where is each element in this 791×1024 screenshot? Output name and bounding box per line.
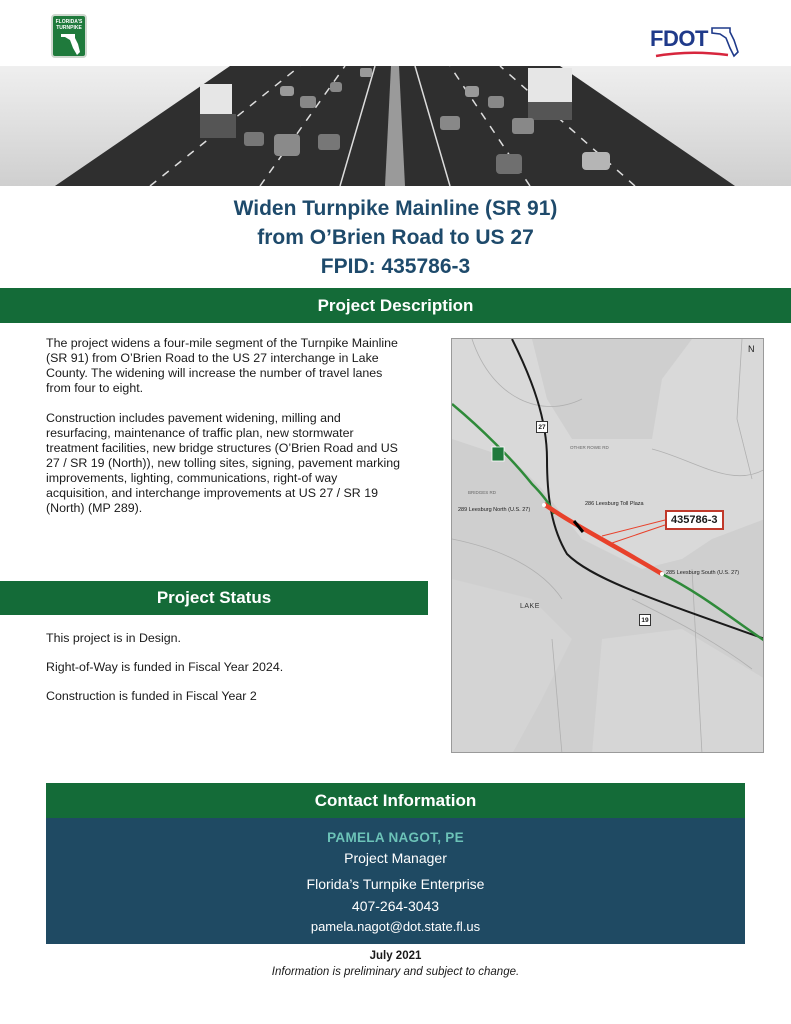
county-label: LAKE xyxy=(520,603,540,610)
us-27-shield: 27 xyxy=(536,421,548,433)
interchange-south-label: 285 Leesburg South (U.S. 27) xyxy=(666,570,740,576)
contact-information-heading: Contact Information xyxy=(46,783,745,818)
florida-turnpike-logo xyxy=(51,14,87,58)
status-construction: Construction is funded in Fiscal Year 2 xyxy=(46,689,257,703)
sr-19-shield: 19 xyxy=(639,614,651,626)
title-fpid: FPID: 435786-3 xyxy=(320,255,471,278)
project-location-map xyxy=(451,338,764,753)
interchange-north-label: 289 Leesburg North (U.S. 27) xyxy=(458,507,531,513)
contact-email-link[interactable]: pamela.nagot@dot.state.fl.us xyxy=(310,919,481,934)
project-status-heading: Project Status xyxy=(0,581,428,615)
project-description-text xyxy=(46,336,401,531)
project-title xyxy=(0,194,791,281)
fdot-logo-text: FDOT xyxy=(650,26,708,51)
project-description-heading: Project Description xyxy=(0,288,791,323)
contact-name: PAMELA NAGOT, PE xyxy=(327,830,464,845)
contact-card xyxy=(46,818,745,944)
project-status-text xyxy=(46,632,406,719)
status-design: This project is in Design. xyxy=(46,631,181,645)
publication-date: July 2021 xyxy=(369,950,422,962)
disclaimer-note: Information is preliminary and subject to change. xyxy=(271,966,520,978)
map-fpid-callout: 435786-3 xyxy=(665,510,724,530)
turnpike-logo-text: FLORIDA'S TURNPIKE xyxy=(55,19,83,31)
florida-map-icon xyxy=(650,22,742,62)
fdot-logo xyxy=(650,22,742,62)
contact-role: Project Manager xyxy=(344,850,447,866)
florida-outline-icon xyxy=(59,32,81,56)
title-line-1: Widen Turnpike Mainline (SR 91) xyxy=(233,197,558,220)
road-label-2: BRIDGES RD xyxy=(468,490,497,495)
highway-banner-image xyxy=(0,66,791,186)
description-paragraph-1: The project widens a four-mile segment of the Turnpike Mainline (SR 91) from O’Brien Road to the US 27 interchange in Lake County. The widening will increase the number of travel lanes from four to eight. xyxy=(46,336,398,395)
title-line-2: from O’Brien Road to US 27 xyxy=(257,226,534,249)
contact-organization: Florida’s Turnpike Enterprise xyxy=(306,876,485,892)
north-arrow-icon: N xyxy=(748,344,755,354)
contact-phone[interactable]: 407-264-3043 xyxy=(351,898,440,914)
toll-plaza-label: 286 Leesburg Toll Plaza xyxy=(585,501,644,507)
status-right-of-way: Right-of-Way is funded in Fiscal Year 2024. xyxy=(46,660,284,674)
road-label-1: OTHER ROWE RD xyxy=(570,445,609,450)
description-paragraph-2: Construction includes pavement widening, milling and resurfacing, maintenance of traffic plan, new stormwater treatment facilities, new bridge structures (O’Brien Road and US 27 / SR 19 (North)), new tolling sites, signing, pavement marking improvements, lighting, communications, right-of way acquisition, and interchange improvements at US 27 / SR 19 (North) (MP 289). xyxy=(46,411,400,515)
